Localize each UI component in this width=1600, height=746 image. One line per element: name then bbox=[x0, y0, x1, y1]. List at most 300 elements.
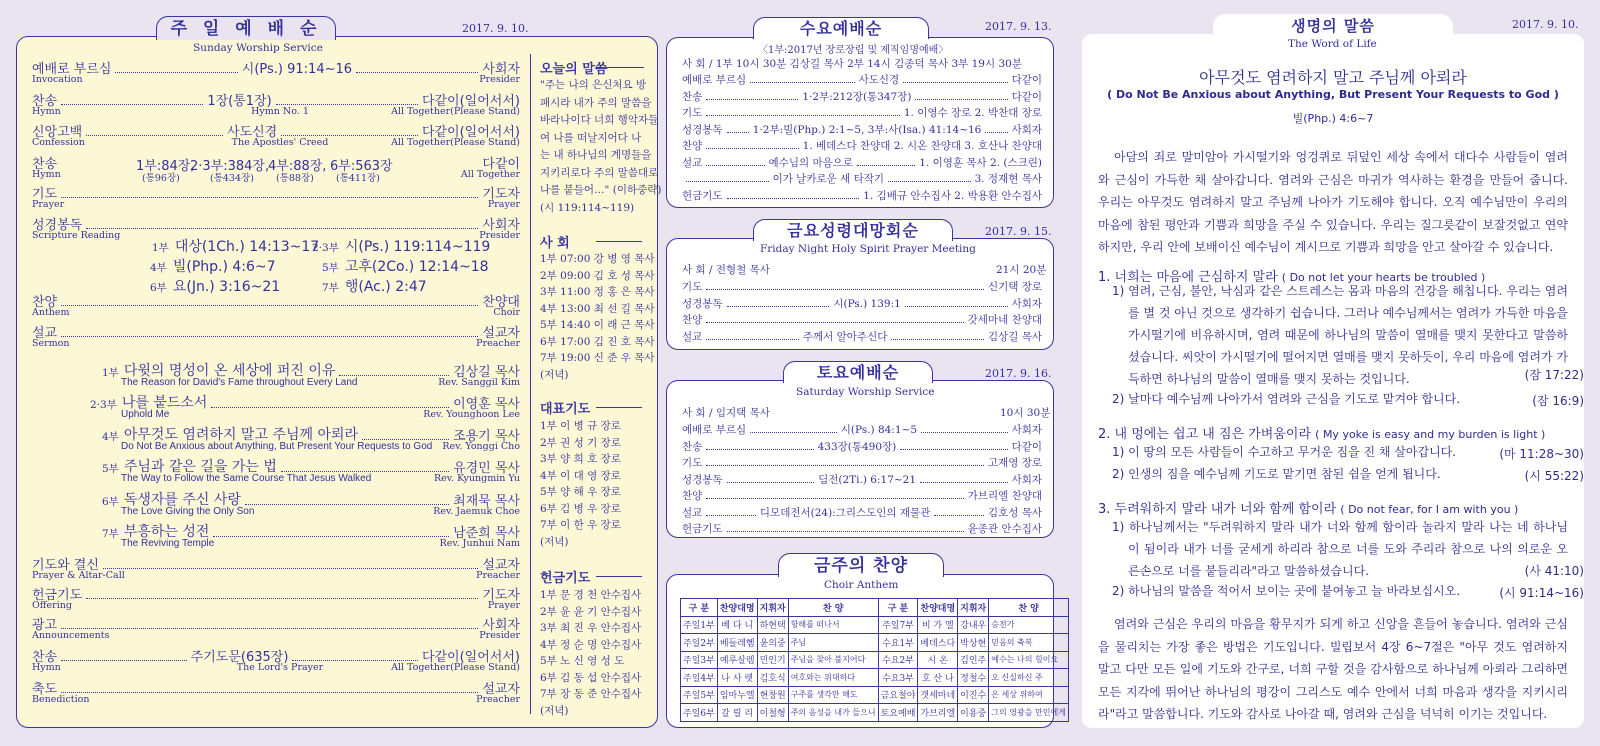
sermon-title-en: Do Not Be Anxious about Anything, But Present Your Requests to God bbox=[121, 441, 433, 452]
life-point-2-1: 1) 이 땅의 모든 사람들이 수고하고 무거운 짐을 진 채 살아갑니다. bbox=[1112, 445, 1457, 459]
prayer-line: 7부 이 한 우 장로 bbox=[540, 519, 621, 531]
today-word-line: 여 나를 떠날지어다 나 bbox=[540, 131, 642, 144]
anthem-row bbox=[681, 669, 1069, 687]
leader-dots bbox=[985, 132, 1007, 133]
service-row-mid: 디모데전서(24):그리스도인의 재물관 bbox=[759, 506, 931, 519]
service-row bbox=[682, 122, 1042, 137]
leader-dots bbox=[281, 135, 418, 136]
sunday-row-mid: 시(Ps.) 91:14~16 bbox=[241, 62, 353, 77]
anthem-cell: 그의 영광을 만민에게 bbox=[989, 704, 1069, 722]
fri-tab bbox=[753, 219, 953, 241]
service-row bbox=[682, 439, 1042, 454]
anthem-header-cell: 구 분 bbox=[878, 599, 918, 617]
anthem-cell: 이용중 bbox=[958, 704, 989, 722]
offering-line: 4부 정 순 명 안수집사 bbox=[540, 638, 642, 651]
service-row-mid: 딤전(2Ti.) 6:17~21 bbox=[818, 473, 917, 486]
sunday-row bbox=[32, 584, 520, 603]
sunday-row-label-en: Prayer & Altar-Call bbox=[32, 570, 125, 581]
anthem-cell: 현창원 bbox=[757, 686, 788, 704]
anthem-cell: 갯세마네 bbox=[918, 686, 958, 704]
sat-time: 10시 30분 bbox=[1000, 407, 1051, 419]
sunday-row-right-en: Presider bbox=[479, 230, 520, 241]
prayer-line: 6부 김 병 우 장로 bbox=[540, 502, 621, 515]
leader-dots bbox=[706, 449, 813, 450]
life-ref: 빌(Php.) 4:6~7 bbox=[1292, 112, 1374, 125]
sermon-title: 아무것도 염려하지 말고 주님께 아뢰라 bbox=[123, 427, 359, 443]
fri-date: 2017. 9. 15. bbox=[985, 225, 1052, 238]
sermon-preacher: 유경민 목사 bbox=[453, 461, 520, 476]
life-point-1: 1. 너희는 마음에 근심하지 말라 ( Do not let your hearts be troubled ) bbox=[1098, 270, 1486, 285]
sunday-row-right: 기도자 bbox=[482, 187, 520, 202]
anthem-cell: 갈 릴 리 bbox=[717, 704, 757, 722]
anthem-cell: 예수는 나의 힘이요 bbox=[989, 651, 1069, 669]
service-row-mid: 1·2부:212장(통347장) bbox=[802, 90, 912, 103]
anthem-cell: 항해를 떠나서 bbox=[788, 616, 878, 634]
leader-dots bbox=[706, 99, 798, 100]
anthem-cell: 이철형 bbox=[757, 704, 788, 722]
sunday-row-label-en: Hymn bbox=[32, 106, 61, 117]
today-word-line: 지키리로다 주의 말씀대로 bbox=[540, 166, 659, 179]
service-row-label: 기도 bbox=[682, 107, 703, 119]
sermon-part: 1부 bbox=[102, 367, 119, 379]
leader-dots bbox=[86, 598, 478, 599]
service-row-label: 찬양 bbox=[682, 490, 703, 502]
service-row-label: 성경봉독 bbox=[682, 473, 723, 486]
anthem-header-cell: 구 분 bbox=[681, 599, 718, 617]
sunday-row-right: 사회자 bbox=[482, 618, 520, 633]
sunday-row-right-en: Prayer bbox=[487, 600, 520, 611]
today-word-line: "주는 나의 은신처요 방 bbox=[540, 79, 647, 91]
anthem-cell: 주일7부 bbox=[878, 616, 918, 634]
anthem-cell: 하현택 bbox=[757, 616, 788, 634]
leader-dots bbox=[245, 504, 449, 505]
leader-dots bbox=[706, 289, 984, 290]
hymn-sub-2: (통434장) bbox=[210, 173, 254, 184]
service-row-mid: 1·2부:빌(Php.) 2:1~5, 3부:사(Isa.) 41:14~16 bbox=[752, 123, 982, 136]
fri-subtitle: Friday Night Holy Spirit Prayer Meeting bbox=[760, 243, 976, 255]
leader-dots bbox=[276, 104, 418, 105]
sunday-row-label: 찬송 bbox=[32, 157, 58, 172]
sunday-row bbox=[32, 678, 520, 697]
service-row-label: 설교 bbox=[682, 330, 703, 343]
service-row-label: 찬송 bbox=[682, 440, 703, 453]
leader-dots bbox=[61, 104, 203, 105]
anthem-cell: 수요1부 bbox=[878, 634, 918, 652]
anthem-cell: 강내우 bbox=[958, 616, 989, 634]
sunday-row-right: 기도자 bbox=[482, 588, 520, 603]
leader-dots bbox=[727, 198, 860, 199]
sunday-row-right-en: All Together(Please Stand) bbox=[391, 662, 520, 673]
sunday-row-right-en: Preacher bbox=[476, 338, 520, 349]
sunday-row-right-en: All Together(Please Stand) bbox=[391, 137, 520, 148]
sermon-title: 부흥하는 성전 bbox=[123, 524, 210, 540]
fri-title: 금요성령대망회순 bbox=[787, 221, 919, 240]
hymn-part-1: 1부:84장, bbox=[136, 159, 195, 174]
service-row-right: 사회자 bbox=[1011, 424, 1043, 436]
anthem-tab bbox=[778, 553, 944, 577]
sunday-row-right-en: Preacher bbox=[476, 570, 520, 581]
wed-host: 사 회 / 1부 10시 30분 김상길 목사 2부 14시 김종덕 목사 3부 19시 30분 bbox=[682, 58, 1022, 70]
anthem-header-cell: 찬양대명 bbox=[918, 599, 958, 617]
offering-line: 6부 김 동 섭 안수집사 bbox=[540, 671, 642, 684]
sunday-row-label-en: Announcements bbox=[32, 630, 110, 641]
life-date: 2017. 9. 10. bbox=[1512, 18, 1579, 31]
anthem-cell: 주의 음성을 내가 들으니 bbox=[788, 704, 878, 722]
today-word-line: 패시라 내가 주의 말씀을 bbox=[540, 96, 652, 109]
life-subtitle: The Word of Life bbox=[1288, 38, 1377, 50]
sunday-row-label: 성경봉독 bbox=[32, 218, 83, 233]
hymn-part-3: 4부:88장, bbox=[268, 159, 327, 174]
host-line: 3부 11:00 정 홍 은 목사 bbox=[540, 286, 655, 298]
life-point-3: 3. 두려워하지 말라 내가 너와 함께 함이라 ( Do not fear, for I am with you ) bbox=[1098, 502, 1519, 517]
sunday-row-right: 다같이(일어서서) bbox=[421, 125, 520, 140]
leader-dots bbox=[706, 515, 756, 516]
life-point-3-2: 2) 하나님의 말씀을 적어서 보이는 곳에 붙여놓고 늘 바라보십시오. bbox=[1112, 584, 1461, 598]
leader-dots bbox=[750, 432, 837, 433]
anthem-cell: 수요2부 bbox=[878, 651, 918, 669]
sunday-row-right-en: All Together(Please Stand) bbox=[391, 106, 520, 117]
title-underline bbox=[596, 407, 642, 408]
leader-dots bbox=[900, 449, 1007, 450]
leader-dots bbox=[706, 465, 984, 466]
service-row-label: 헌금기도 bbox=[682, 523, 723, 535]
life-point-3-1-ref: (사 41:10) bbox=[1524, 564, 1584, 578]
hymn-sub-3: (통88장) bbox=[276, 173, 314, 184]
service-row-label: 설교 bbox=[682, 506, 703, 519]
service-row-label: 예배로 부르심 bbox=[682, 424, 747, 436]
anthem-cell: 주일3부 bbox=[681, 651, 718, 669]
sermon-preacher-en: Rev. Younghoon Lee bbox=[423, 409, 520, 420]
sunday-row-right-en: All Together bbox=[460, 169, 520, 180]
prayer-line: 4부 이 대 영 장로 bbox=[540, 469, 621, 482]
sermon-title-en: The Reason for David's Fame throughout Every Land bbox=[121, 377, 358, 388]
leader-dots bbox=[891, 339, 984, 340]
anthem-header-cell: 지휘자 bbox=[757, 599, 788, 617]
sat-tab bbox=[783, 361, 933, 383]
offering-line: 2부 윤 윤 기 안수집사 bbox=[540, 605, 642, 618]
sunday-row-label: 기도와 결신 bbox=[32, 558, 99, 573]
service-row-mid: 시(Ps.) 84:1~5 bbox=[840, 424, 918, 436]
anthem-cell: 주일1부 bbox=[681, 616, 718, 634]
service-row bbox=[682, 138, 1042, 153]
sermon-part: 5부 bbox=[102, 463, 119, 475]
today-word-line: 는 내 하나님의 계명들을 bbox=[540, 149, 652, 161]
sunday-row-right: 다같이(일어서서) bbox=[421, 650, 520, 665]
service-row bbox=[682, 89, 1042, 104]
leader-dots bbox=[292, 660, 418, 661]
anthem-cell: 오 신실하신 주 bbox=[989, 669, 1069, 687]
anthem-cell: 베들레헴 bbox=[717, 634, 757, 652]
life-heading: 아무것도 염려하지 말고 주님께 아뢰라 bbox=[1199, 68, 1467, 87]
life-point-1-1-ref: (잠 17:22) bbox=[1524, 368, 1584, 382]
sunday-subtitle-wrap bbox=[188, 42, 328, 54]
leader-dots bbox=[727, 482, 815, 483]
life-tab bbox=[1213, 14, 1453, 38]
sunday-row-mid-en: The Lord's Prayer bbox=[236, 662, 324, 673]
leader-dots bbox=[921, 432, 1008, 433]
sunday-row-right: 찬양대 bbox=[482, 295, 520, 310]
prayer-line: 3부 양 희 호 장로 bbox=[540, 453, 621, 465]
anthem-cell: 호 산 나 bbox=[918, 669, 958, 687]
title-underline bbox=[596, 241, 642, 242]
sunday-row-label: 찬송 bbox=[32, 94, 58, 109]
sunday-row-right-en: Prayer bbox=[487, 199, 520, 210]
anthem-row bbox=[681, 704, 1069, 722]
leader-dots bbox=[706, 498, 963, 499]
anthem-cell: 시 온 bbox=[918, 651, 958, 669]
host-line: (저녁) bbox=[540, 368, 569, 381]
wed-date: 2017. 9. 13. bbox=[985, 20, 1052, 33]
anthem-cell: 토요예배 bbox=[878, 704, 918, 722]
sunday-row-label: 찬양 bbox=[32, 295, 58, 310]
sunday-row-label-en: Hymn bbox=[32, 662, 61, 673]
anthem-row bbox=[681, 651, 1069, 669]
sunday-row-right-en: Preacher bbox=[476, 694, 520, 705]
service-row-label: 찬양 bbox=[682, 140, 703, 152]
sunday-row-right-en: Presider bbox=[479, 630, 520, 641]
service-row-label: 기도 bbox=[682, 457, 703, 469]
sat-date: 2017. 9. 16. bbox=[985, 367, 1052, 380]
sat-title: 토요예배순 bbox=[816, 363, 900, 382]
sermon-preacher: 이영훈 목사 bbox=[453, 397, 520, 412]
life-point-3-2-ref: (시 91:14~16) bbox=[1499, 586, 1584, 600]
host-line: 5부 14:40 이 래 근 목사 bbox=[540, 319, 655, 331]
anthem-cell: 주일5부 bbox=[681, 686, 718, 704]
service-row bbox=[682, 505, 1042, 520]
leader-dots bbox=[888, 181, 971, 182]
service-row-right: 사회자 bbox=[1011, 473, 1043, 486]
leader-dots bbox=[706, 339, 799, 340]
service-row-right: 김호성 목사 bbox=[987, 506, 1043, 519]
host-line: 1부 07:00 강 병 영 목사 bbox=[540, 253, 655, 265]
scripture-ref: 행(Ac.) 2:47 bbox=[344, 279, 427, 295]
sunday-row-label-en: Prayer bbox=[32, 199, 65, 210]
leader-dots bbox=[706, 165, 764, 166]
sermon-part: 4부 bbox=[102, 431, 119, 443]
anthem-header-cell: 찬 양 bbox=[788, 599, 878, 617]
life-point-1-2: 2) 날마다 예수님께 나아가서 염려와 근심을 기도로 맡겨야 합니다. bbox=[1112, 392, 1461, 406]
anthem-cell: 임마누엘 bbox=[717, 686, 757, 704]
service-row-right: 사회자 bbox=[1011, 123, 1042, 136]
sunday-row-right: 설교자 bbox=[482, 326, 520, 341]
sunday-row-label-en: Invocation bbox=[32, 74, 83, 85]
service-row-label: 성경봉독 bbox=[682, 297, 723, 310]
scripture-ref: 고후(2Co.) 12:14~18 bbox=[344, 259, 489, 275]
prayer-line: 1부 이 병 규 장로 bbox=[540, 420, 621, 432]
scripture-part: 2·3부 bbox=[312, 242, 339, 254]
service-row-label: 찬양 bbox=[682, 314, 703, 326]
life-point-2-2-ref: (시 55:22) bbox=[1524, 469, 1584, 483]
scripture-reading bbox=[322, 276, 427, 296]
life-point-3-1: 1) 하나님께서는 "두려워하지 말라 내가 너와 함께 함이라 놀라지 말라 나는 네 하나님이 됨이라 내가 너를 굳세게 하리라 참으로 너를 도와 주리라 참으로 나의 의로운 오른손으로 너를 붙들리라"라고 말씀하셨습니다. bbox=[1112, 520, 1568, 578]
sermon-preacher-en: Rev. Junhui Nam bbox=[439, 538, 520, 549]
anthem-cell: 금요철야 bbox=[878, 686, 918, 704]
leader-dots bbox=[103, 568, 478, 569]
service-row-right: 다같이 bbox=[1011, 74, 1042, 86]
sunday-date: 2017. 9. 10. bbox=[462, 22, 529, 35]
prayer-line: (저녁) bbox=[540, 535, 569, 548]
service-row bbox=[682, 312, 1042, 327]
fri-time: 21시 20분 bbox=[996, 264, 1047, 276]
sunday-row-label: 예배로 부르심 bbox=[32, 62, 112, 77]
leader-dots bbox=[362, 439, 449, 440]
anthem-title: 금주의 찬양 bbox=[813, 556, 909, 576]
service-row bbox=[682, 155, 1042, 170]
service-row-right: 3. 정재현 목사 bbox=[974, 173, 1042, 185]
sermon-preacher-en: Rev. Sanggil Kim bbox=[438, 377, 520, 388]
scripture-ref: 요(Jn.) 3:16~21 bbox=[172, 279, 281, 295]
sermon-preacher: 최재묵 목사 bbox=[453, 494, 520, 509]
scripture-ref: 시(Ps.) 119:114~119 bbox=[344, 239, 491, 255]
service-row-label: 헌금기도 bbox=[682, 189, 723, 202]
scripture-reading bbox=[322, 256, 489, 276]
leader-dots bbox=[339, 375, 449, 376]
life-intro: 아담의 죄로 말미암아 가시떨기와 엉겅퀴로 뒤덮인 세상 속에서 대다수 사람들이 염려와 근심이 가득한 채 살아갑니다. 염려와 근심은 마귀가 역사하는 환경을 만들어 줍니다. 우리는 아무것도 염려하지 말고 주님께 나아가 기도해야 합니다. 오직 예수님만이 우리의 마음에 참된 평안과 기쁨과 희망을 주실 수 있습니다. 우리는 질그릇같이 보잘것없고 연약하지만, 우리 안에 보배이신 예수님이 계시므로 기쁨과 희망을 안고 살아갈 수 있습니다. bbox=[1098, 150, 1568, 254]
sunday-row-label: 축도 bbox=[32, 682, 58, 697]
service-row-mid: 1. 베데스다 찬양대 2. 시온 찬양대 3. 호산나 찬양대 bbox=[802, 140, 1042, 152]
leader-dots bbox=[211, 407, 449, 408]
anthem-row bbox=[681, 686, 1069, 704]
hymn-sub-4: (통411장) bbox=[336, 173, 380, 184]
sermon-title: 나를 붙드소서 bbox=[121, 395, 208, 411]
sunday-row-mid: 1장(통1장) bbox=[207, 94, 272, 109]
service-row-right: 갓세마네 찬양대 bbox=[967, 314, 1042, 326]
sunday-tab bbox=[156, 16, 336, 40]
anthem-subtitle: Choir Anthem bbox=[824, 579, 899, 591]
leader-dots bbox=[61, 197, 478, 198]
leader-dots bbox=[915, 99, 1007, 100]
leader-dots bbox=[86, 135, 223, 136]
sunday-row-right: 사회자 bbox=[482, 62, 521, 77]
leader-dots bbox=[727, 531, 964, 532]
sunday-subtitle: Sunday Worship Service bbox=[193, 42, 323, 54]
service-row bbox=[682, 188, 1042, 203]
anthem-row bbox=[681, 634, 1069, 652]
sermon-preacher: 남준희 목사 bbox=[453, 526, 520, 541]
anthem-cell: 승전가 bbox=[989, 616, 1069, 634]
anthem-header-cell: 찬 양 bbox=[989, 599, 1069, 617]
service-row-right: 고재영 장로 bbox=[987, 457, 1042, 469]
leader-dots bbox=[115, 72, 237, 73]
sunday-row-right-en: Presider bbox=[479, 74, 520, 85]
service-row-right: 다같이 bbox=[1011, 440, 1043, 453]
leader-dots bbox=[61, 336, 478, 337]
sunday-row-label-en: Scripture Reading bbox=[32, 230, 121, 241]
leader-dots bbox=[727, 306, 830, 307]
anthem-cell: 박상현 bbox=[958, 634, 989, 652]
sunday-row-right: 사회자 bbox=[482, 218, 520, 233]
leader-dots bbox=[61, 660, 187, 661]
anthem-cell: 주일2부 bbox=[681, 634, 718, 652]
leader-dots bbox=[920, 482, 1008, 483]
sermon-title-en: The Reviving Temple bbox=[121, 538, 215, 549]
scripture-part: 4부 bbox=[150, 262, 167, 274]
service-row bbox=[682, 171, 1042, 186]
anthem-cell: 김호식 bbox=[757, 669, 788, 687]
anthem-cell: 온 세상 위하여 bbox=[989, 686, 1069, 704]
leader-dots bbox=[61, 692, 478, 693]
scripture-reading bbox=[152, 236, 319, 256]
sermon-preacher-en: Rev. Kyungmin Yu bbox=[434, 473, 520, 484]
scripture-ref: 대상(1Ch.) 14:13~17 bbox=[174, 239, 320, 255]
anthem-header-row bbox=[681, 599, 1069, 617]
leader-dots bbox=[281, 471, 449, 472]
leader-dots bbox=[61, 628, 478, 629]
today-word-line: (시 119:114~119) bbox=[540, 201, 635, 214]
service-row-label: 기도 bbox=[682, 281, 703, 293]
life-point-1-1: 1) 염려, 근심, 불안, 낙심과 같은 스트레스는 몸과 마음의 건강을 해칩니다. 우리는 염려를 별 것 아닌 것으로 생각하기 쉽습니다. 그러나 예수님께서는 염려가 가득한 마음을 가시떨기에 비유하시며, 염려 때문에 하나님의 말씀이 열매를 맺지 못한다고 말씀하셨습니다. 씨앗이 가시떨기에 떨어지면 열매를 맺지 못하듯이, 우리 마음에 염려가 가득하면 하나님의 말씀이 열매를 맺지 못하는 것입니다. bbox=[1112, 284, 1568, 386]
sunday-row-label-en: Anthem bbox=[32, 307, 70, 318]
sunday-row-mid-en: Hymn No. 1 bbox=[251, 106, 309, 117]
service-row-label: 찬송 bbox=[682, 90, 703, 103]
fri-host: 사 회 / 전형철 목사 bbox=[682, 264, 770, 276]
service-row-right: 1. 김배규 안수집사 2. 박용환 안수집사 bbox=[863, 189, 1042, 202]
service-row bbox=[682, 72, 1042, 87]
wed-title: 수요예배순 bbox=[799, 19, 883, 38]
anthem-cell: 김인주 bbox=[958, 651, 989, 669]
service-row bbox=[682, 105, 1042, 120]
host-line: 7부 19:00 신 준 우 목사 bbox=[540, 352, 655, 364]
anthem-cell: 예루살렘 bbox=[717, 651, 757, 669]
anthem-cell: 구주를 생각만 해도 bbox=[788, 686, 878, 704]
leader-dots bbox=[61, 305, 478, 306]
anthem-cell: 가브리엘 bbox=[918, 704, 958, 722]
leader-dots bbox=[213, 536, 449, 537]
sunday-row-label-en: Hymn bbox=[32, 169, 61, 180]
service-row-right: 가브리엘 찬양대 bbox=[967, 490, 1042, 502]
anthem-cell: 이진수 bbox=[958, 686, 989, 704]
hymn-sub-1: (통96장) bbox=[142, 173, 180, 184]
anthem-cell: 주일4부 bbox=[681, 669, 718, 687]
sermon-title: 독생자를 주신 사랑 bbox=[123, 492, 241, 508]
anthem-cell: 베 다 니 bbox=[717, 616, 757, 634]
sermon-preacher: 조용기 목사 bbox=[453, 429, 520, 444]
host-line: 6부 17:00 김 진 호 목사 bbox=[540, 335, 655, 348]
sermon-preacher-en: Rev. Jaemuk Choe bbox=[433, 506, 520, 517]
prayer-title: 대표기도 bbox=[540, 402, 591, 417]
service-row bbox=[682, 455, 1042, 470]
title-underline bbox=[596, 576, 642, 577]
anthem-cell: 민인기 bbox=[757, 651, 788, 669]
service-row bbox=[682, 521, 1042, 536]
wed-tab bbox=[753, 17, 929, 39]
offering-line: 5부 노 신 영 성 도 bbox=[540, 655, 625, 667]
sat-host: 사 회 / 임지택 목사 bbox=[682, 407, 770, 419]
anthem-cell: 주님을 찾아 불지어다 bbox=[788, 651, 878, 669]
service-row-right: 다같이 bbox=[1011, 90, 1043, 103]
sunday-row-label: 기도 bbox=[32, 187, 58, 202]
host-title: 사 회 bbox=[540, 236, 570, 251]
sunday-row-label: 설교 bbox=[32, 326, 58, 341]
scripture-part: 7부 bbox=[322, 282, 339, 294]
leader-dots bbox=[356, 72, 478, 73]
sunday-row-label-en: Sermon bbox=[32, 338, 70, 349]
sunday-row-label-en: Confession bbox=[32, 137, 85, 148]
sunday-row-right: 다같이 bbox=[482, 157, 520, 172]
service-row-mid: 시(Ps.) 139:1 bbox=[833, 297, 901, 310]
wed-subtitle: 〈1부:2017년 장로장립 및 제직임명예배〉 bbox=[758, 45, 949, 56]
leader-dots bbox=[903, 82, 1007, 83]
sermon-title-en: The Love Giving the Only Son bbox=[121, 506, 255, 517]
sunday-row-label-en: Offering bbox=[32, 600, 72, 611]
leader-dots bbox=[86, 228, 478, 229]
life-title: 생명의 말씀 bbox=[1291, 17, 1375, 35]
hymn-part-4: 6부:563장 bbox=[330, 159, 393, 174]
service-row bbox=[682, 296, 1042, 311]
sunday-row-label: 찬송 bbox=[32, 650, 58, 665]
service-row-mid: 주께서 알아주신다 bbox=[802, 330, 888, 343]
service-row bbox=[682, 472, 1042, 487]
